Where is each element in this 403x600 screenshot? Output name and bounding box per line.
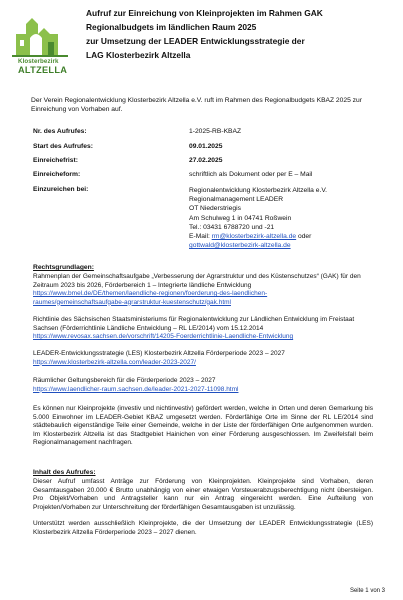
legal-basis-heading: Rechtsgrundlagen: xyxy=(33,264,94,271)
address-block xyxy=(189,186,327,250)
logo-line-1: Klosterbezirk xyxy=(18,58,59,65)
monastery-logo-icon xyxy=(10,12,72,58)
gak-link[interactable]: https://www.bmel.de/DE/themen/laendliche-regionen/foerderung-des-laendlichen- xyxy=(33,290,268,297)
legal-basis-les-text: LEADER-Entwicklungsstrategie (LES) Klosterbezirk Altzella Förderperiode 2023 – 2027 xyxy=(33,350,285,357)
legal-basis-les xyxy=(33,350,373,367)
address-line: Regionalentwicklung Klosterbezirk Altzella e.V. xyxy=(189,187,328,194)
legal-basis-scope xyxy=(33,377,373,394)
address-line: Tel.: 03431 6788720 und -21 xyxy=(189,223,275,231)
legal-basis-rl-le xyxy=(33,316,373,342)
deadline-label: Einreichefrist: xyxy=(33,157,78,164)
revosax-link[interactable]: https://www.revosax.sachsen.de/vorschrift/14205-Foerderrichtlinie-Laendliche-Entwicklung xyxy=(33,333,294,340)
address-line: OT Niederstriegis xyxy=(189,205,241,213)
legal-basis-rl-le-text: Richtlinie des Sächsischen Staatsministeriums für Regionalentwicklung zur Ländlichen Entwicklung im Freistaat Sachsen (Förderrichtlinie Ländliche Entwicklung – RL LE/2014) vom 15.12.2014 xyxy=(33,316,355,332)
legal-basis-gak-text: Rahmenplan der Gemeinschaftsaufgabe „Verbesserung der Agrarstruktur und des Küstenschutzes“ (GAK) für den Zeitraum 2023 bis 2026, Förderbereich 1 – Integrierte ländliche Entwicklung xyxy=(33,273,361,289)
title-line: zur Umsetzung der LEADER Entwicklungsstrategie der xyxy=(86,36,305,46)
call-number-label: Nr. des Aufrufes: xyxy=(33,128,87,135)
submit-to-label: Einzureichen bei: xyxy=(33,186,89,193)
logo xyxy=(10,12,72,75)
call-start-value: 09.01.2025 xyxy=(189,143,223,150)
submission-form-label: Einreicheform: xyxy=(33,171,81,178)
title-line: Aufruf zur Einreichung von Kleinprojekten im Rahmen GAK xyxy=(86,8,323,18)
page-number: Seite 1 von 3 xyxy=(349,588,385,594)
intro-text: Der Verein Regionalentwicklung Klosterbezirk Altzella e.V. ruft im Rahmen des Regionalbudgets KBAZ 2025 zur Einreichung von Vorhaben auf. xyxy=(31,97,362,113)
scope-link[interactable]: https://www.laendlicher-raum.sachsen.de/leader-2021-2027-11098.html xyxy=(33,385,239,393)
deadline-value: 27.02.2025 xyxy=(189,157,223,164)
gak-link-cont[interactable]: raumes/gemeinschaftsaufgabe-agrarstruktur-kuestenschutz/gak.html xyxy=(33,298,231,306)
legal-basis-scope-text: Räumlicher Geltungsbereich für die Förderperiode 2023 – 2027 xyxy=(33,377,216,384)
document-title xyxy=(86,6,398,62)
logo-line-2: ALTZELLA xyxy=(18,65,68,75)
email-link-rm[interactable]: rm@klosterbezirk-altzella.de xyxy=(211,233,297,241)
submission-form-value: schriftlich als Dokument oder per E – Mail xyxy=(189,171,313,178)
legal-basis-gak xyxy=(33,273,373,307)
email-link-gottwald[interactable]: gottwald@klosterbezirk-altzella.de xyxy=(189,242,291,250)
les-link[interactable]: https://www.klosterbezirk-altzella.com/leader-2023-2027/ xyxy=(33,358,196,366)
address-line: Am Schulweg 1 in 04741 Roßwein xyxy=(189,214,292,222)
content-paragraph-1: Dieser Aufruf umfasst Anträge zur Förderung von Kleinprojekten. Kleinprojekte sind Vorhaben, deren Gesamtausgaben 20.000 € Brutto unabhängig von einer etwaigen Vorsteuerabzugsberechtigung nicht übersteigen. Pro Objekt/Vorhaben und Antragsteller kann nur ein Antrag eingereicht werden. Eine Aufteilung von Projekten/Vorhaben zur Unterschreitung der förderfähigen Gesamtausgaben ist unzulässig. xyxy=(33,478,373,511)
email-joiner: oder xyxy=(296,233,312,241)
eligibility-paragraph: Es können nur Kleinprojekte (investiv und nichtinvestiv) gefördert werden, welche in Orten und deren Gemarkung bis 5.000 Einwohner im LEADER-Gebiet KBAZ umgesetzt werden. Förderfähige Orte im Sinne der RL LE/2014 sind städtebaulich eigenständige Teile einer Gemeinde, welche in der Liste der förderfähigen Orte aufgenommen wurden. Im Klosterbezirk Altzella ist das Stadtgebiet Hainichen von einer Förderung ausgeschlossen. Im Zweifelsfall beim Regionalmanagement nachfragen. xyxy=(33,405,373,446)
content-heading: Inhalt des Aufrufes: xyxy=(33,469,96,476)
title-line: Regionalbudgets im ländlichen Raum 2025 xyxy=(86,22,257,32)
email-line xyxy=(189,232,327,241)
call-start-label: Start des Aufrufes: xyxy=(33,143,93,150)
call-number-value: 1-2025-RB-KBAZ xyxy=(189,128,242,135)
title-line: LAG Klosterbezirk Altzella xyxy=(86,50,191,60)
address-line: Regionalmanagement LEADER xyxy=(189,196,284,204)
email-prefix: E-Mail: xyxy=(189,233,212,241)
content-paragraph-2: Unterstützt werden ausschließlich Kleinprojekte, die der Umsetzung der LEADER Entwicklungsstrategie (LES) Klosterbezirk Altzella Förderperiode 2023 – 2027 dienen. xyxy=(33,520,373,536)
